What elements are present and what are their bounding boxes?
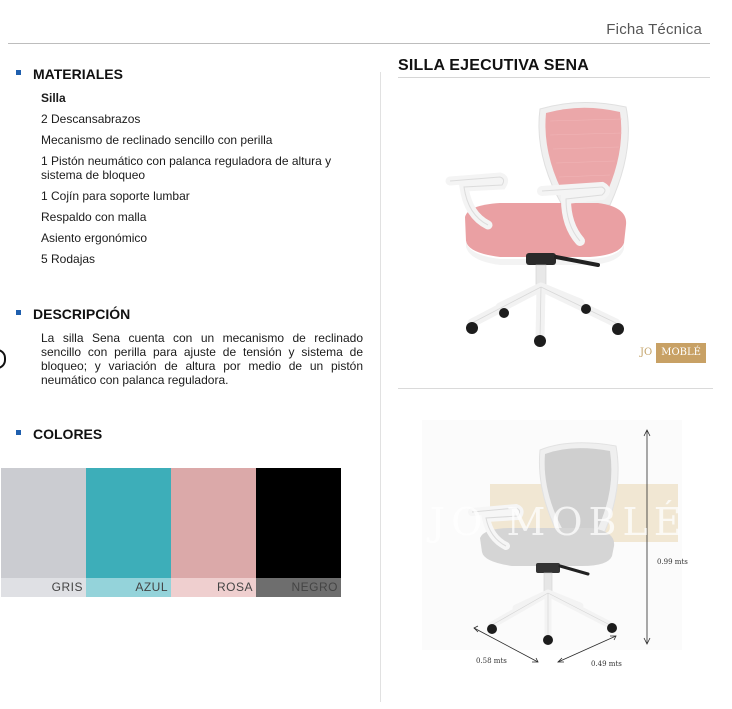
list-item: Respaldo con malla xyxy=(41,210,147,224)
swatch-negro xyxy=(256,468,341,597)
swatch-gris xyxy=(1,468,86,597)
product-title-divider xyxy=(398,77,710,78)
swatch-azul xyxy=(86,468,171,597)
swatch-fill xyxy=(1,468,86,578)
list-item: 5 Rodajas xyxy=(41,252,96,266)
page-edge-mark xyxy=(0,349,6,369)
logo-part-1: JO xyxy=(640,347,653,358)
bullet-icon xyxy=(16,310,21,315)
width-dimension: 0.49 mts xyxy=(591,660,622,668)
swatch-label: AZUL xyxy=(86,578,171,597)
colores-heading xyxy=(16,426,102,444)
list-item: Asiento ergonómico xyxy=(41,231,148,245)
list-item: Silla xyxy=(41,91,66,105)
swatch-fill xyxy=(256,468,341,578)
product-title: SILLA EJECUTIVA SENA xyxy=(398,57,589,74)
swatch-fill xyxy=(171,468,256,578)
document-header-title: Ficha Técnica xyxy=(606,21,702,38)
descripcion-title: DESCRIPCIÓN xyxy=(33,306,131,322)
swatch-rosa xyxy=(171,468,256,597)
list-item: 2 Descansabrazos xyxy=(41,112,141,126)
swatch-label: GRIS xyxy=(1,578,86,597)
colores-title: COLORES xyxy=(33,426,103,442)
watermark-logo: JO MOBLÉ xyxy=(430,500,688,544)
swatch-label: ROSA xyxy=(171,578,256,597)
column-divider xyxy=(380,72,381,702)
descripcion-heading xyxy=(16,306,130,324)
list-item: 1 Pistón neumático con palanca reguladora de altura y sistema de bloqueo xyxy=(41,154,332,182)
depth-dimension: 0.58 mts xyxy=(476,657,507,665)
bullet-icon xyxy=(16,70,21,75)
brand-logo xyxy=(640,343,706,363)
logo-part-2: MOBLÉ xyxy=(656,343,706,363)
materiales-title: MATERIALES xyxy=(33,66,123,82)
height-dimension: 0.99 mts xyxy=(657,558,688,566)
materiales-heading xyxy=(16,66,123,84)
header-divider xyxy=(8,43,710,44)
descripcion-text: La silla Sena cuenta con un mecanismo de reclinado sencillo con perilla para ajuste de tensión y sistema de bloqueo; y variación de altura por medio de un pistón neumático con palanca reguladora. xyxy=(41,331,363,387)
swatch-fill xyxy=(86,468,171,578)
list-item: Mecanismo de reclinado sencillo con perilla xyxy=(41,133,273,147)
pink-chair-image xyxy=(430,95,640,350)
materiales-list xyxy=(41,91,361,273)
swatch-label: NEGRO xyxy=(256,578,341,597)
image-divider xyxy=(398,388,713,389)
bullet-icon xyxy=(16,430,21,435)
list-item: 1 Cojín para soporte lumbar xyxy=(41,189,190,203)
